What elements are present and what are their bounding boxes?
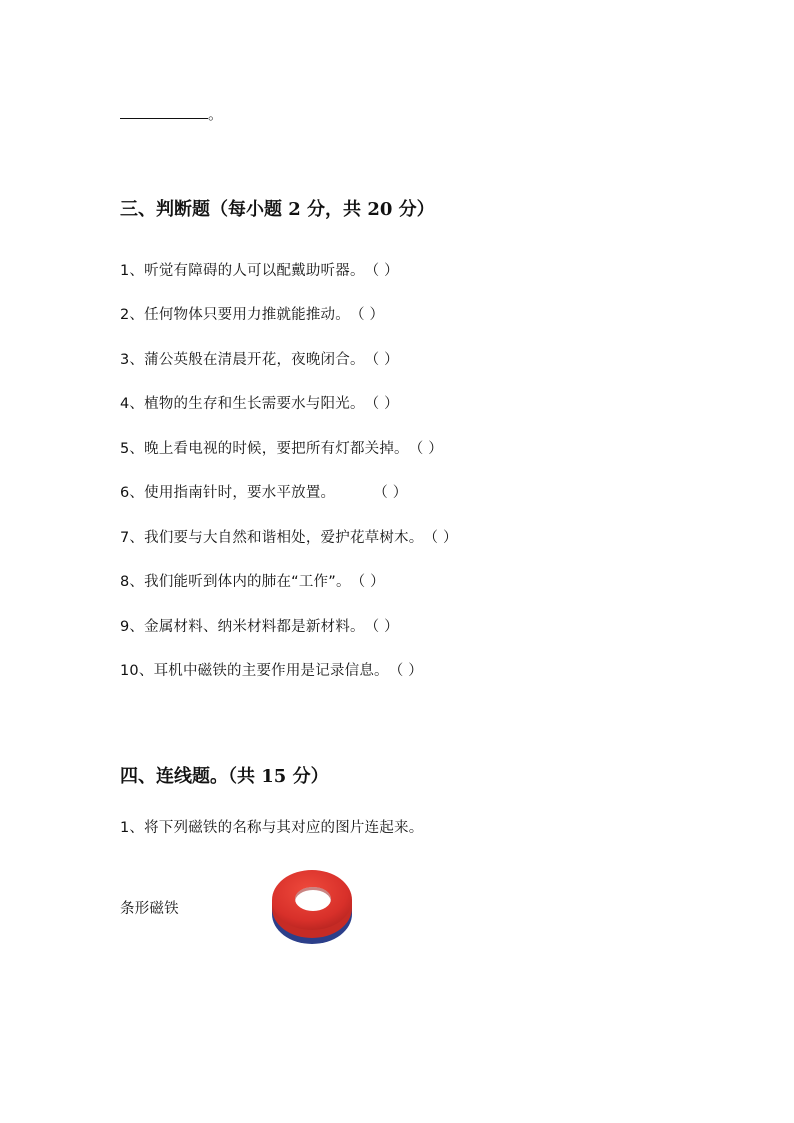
fill-in-blank-line (120, 103, 223, 124)
answer-parentheses: （ ） (423, 530, 458, 546)
item-number: 4、 (120, 396, 145, 412)
answer-parentheses: （ ） (388, 663, 423, 679)
judgment-item-4 (120, 392, 399, 413)
answer-parentheses: （ ） (349, 307, 385, 323)
item-number: 8、 (120, 574, 145, 590)
item-number: 9、 (120, 619, 145, 635)
item-number: 2、 (120, 307, 145, 323)
ring-magnet-image (270, 866, 354, 946)
item-text: 金属材料、纳米材料都是新材料。 (144, 619, 365, 635)
answer-parentheses: （ ） (350, 574, 385, 590)
judgment-item-6 (120, 481, 407, 502)
matching-question: 1、将下列磁铁的名称与其对应的图片连起来。 (120, 820, 424, 836)
item-number: 3、 (120, 352, 145, 368)
item-text: 听觉有障碍的人可以配戴助听器。 (144, 263, 365, 279)
ring-magnet-icon (270, 866, 354, 946)
section-3-title: 三、判断题（每小题 2 分，共 20 分） (120, 199, 435, 220)
judgment-item-7 (120, 526, 458, 547)
answer-parentheses: （ ） (364, 396, 399, 412)
judgment-item-10 (120, 659, 423, 680)
judgment-item-3 (120, 348, 399, 369)
blank-period: 。 (208, 105, 224, 123)
judgment-item-9 (120, 615, 399, 636)
blank-underline (120, 104, 208, 119)
answer-parentheses: （ ） (364, 352, 399, 368)
item-number: 5、 (120, 441, 145, 457)
item-text: 使用指南针时，要水平放置。 (144, 485, 336, 501)
item-text: 我们能听到体内的肺在“工作”。 (144, 574, 351, 590)
item-text: 晚上看电视的时候，要把所有灯都关掉。 (144, 441, 409, 457)
judgment-item-8 (120, 570, 385, 591)
item-number: 1、 (120, 263, 145, 279)
item-text: 蒲公英般在清晨开花，夜晚闭合。 (144, 352, 365, 368)
item-number: 7、 (120, 530, 145, 546)
answer-parentheses: （ ） (373, 485, 408, 501)
item-text: 植物的生存和生长需要水与阳光。 (144, 396, 365, 412)
judgment-item-5 (120, 437, 443, 458)
item-number: 10、 (120, 663, 154, 679)
answer-parentheses: （ ） (364, 619, 399, 635)
judgment-item-2 (120, 303, 384, 324)
judgment-item-1 (120, 259, 399, 280)
section-4-title: 四、连线题。（共 15 分） (120, 766, 329, 787)
answer-parentheses: （ ） (408, 441, 443, 457)
item-text: 耳机中磁铁的主要作用是记录信息。 (153, 663, 389, 679)
item-number: 6、 (120, 485, 145, 501)
answer-parentheses: （ ） (364, 263, 399, 279)
item-text: 我们要与大自然和谐相处，爱护花草树木。 (144, 530, 424, 546)
item-text: 任何物体只要用力推就能推动。 (144, 307, 350, 323)
magnet-name-label: 条形磁铁 (120, 901, 179, 917)
